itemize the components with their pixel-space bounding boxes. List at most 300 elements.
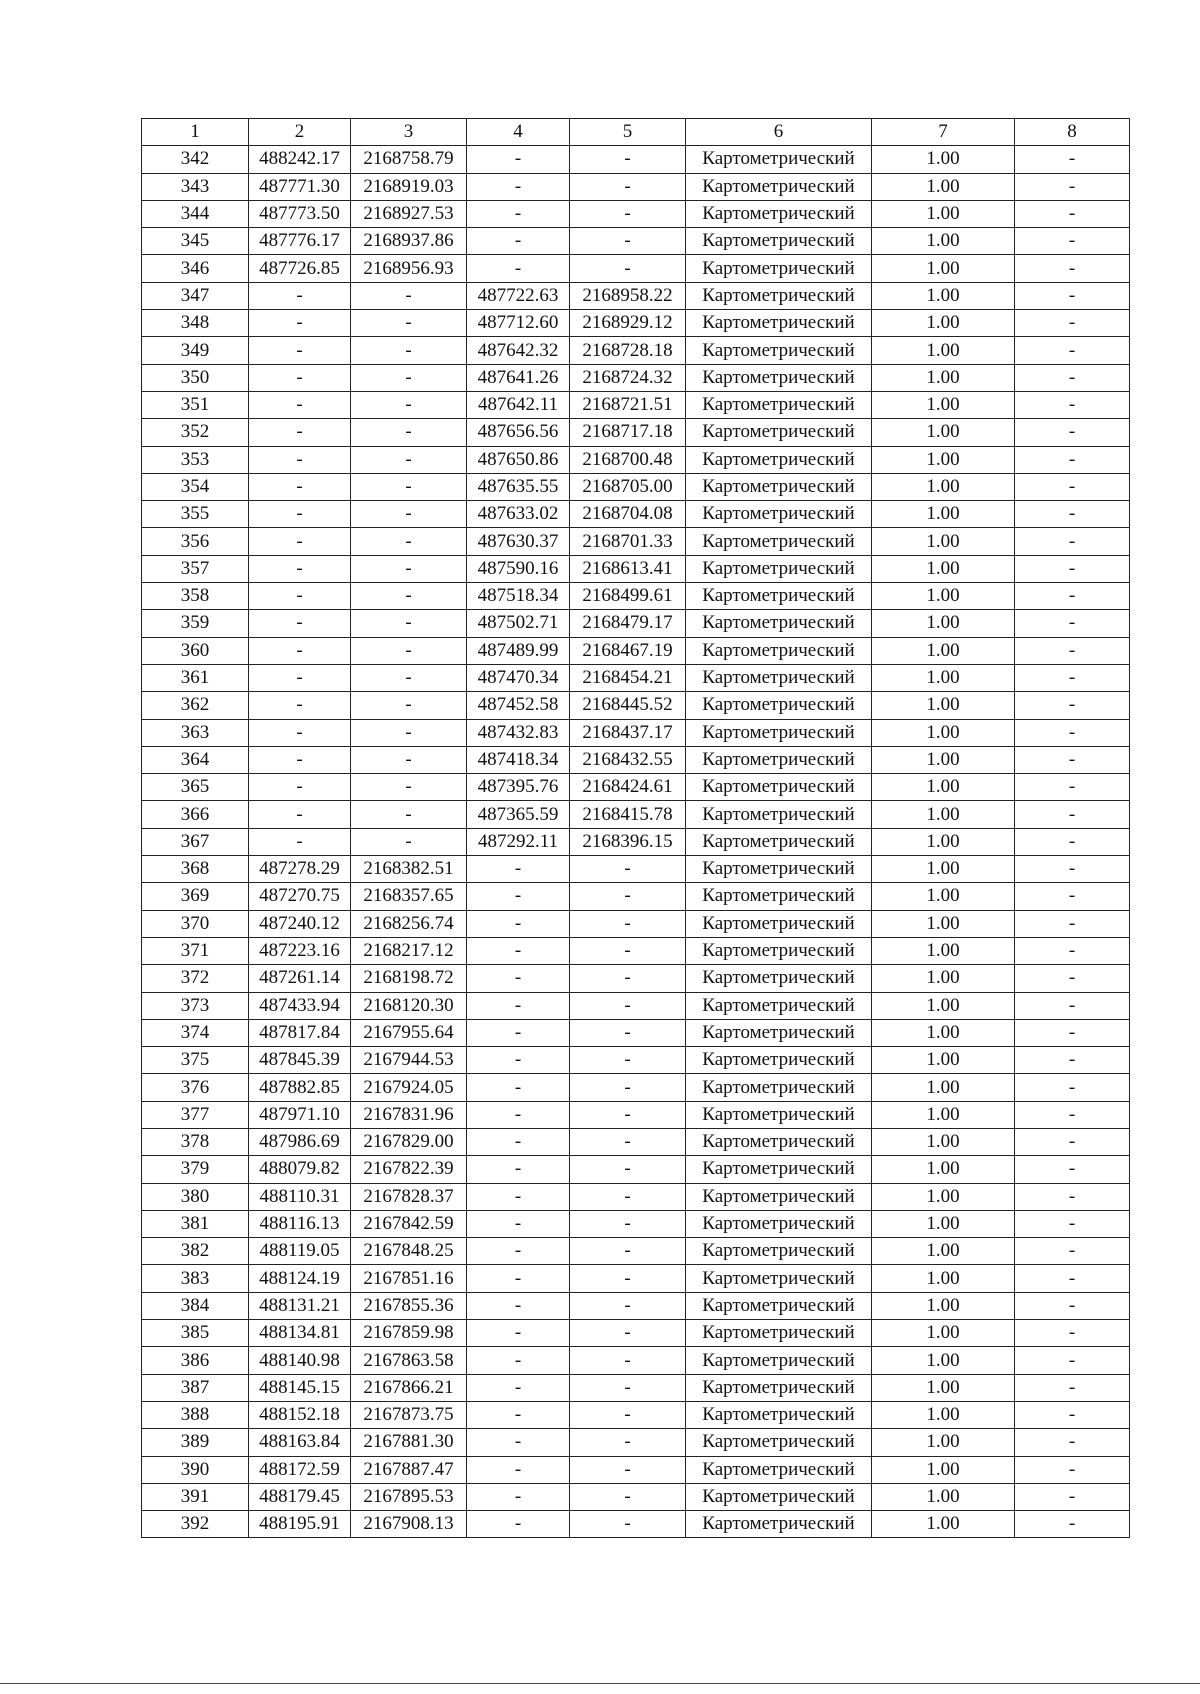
table-row bbox=[142, 828, 1130, 855]
accuracy-cell: 1.00 bbox=[872, 1320, 1015, 1347]
point-number-cell: 347 bbox=[142, 282, 249, 309]
description-cell: - bbox=[1015, 1456, 1130, 1483]
point-number-cell: 364 bbox=[142, 746, 249, 773]
accuracy-cell: 1.00 bbox=[872, 992, 1015, 1019]
x-existing-cell: - bbox=[249, 692, 351, 719]
table-row bbox=[142, 856, 1130, 883]
description-cell: - bbox=[1015, 1101, 1130, 1128]
method-cell: Картометрический bbox=[686, 883, 872, 910]
x-new-cell: 487452.58 bbox=[467, 692, 570, 719]
description-cell: - bbox=[1015, 200, 1130, 227]
description-cell: - bbox=[1015, 692, 1130, 719]
y-existing-cell: 2167859.98 bbox=[351, 1320, 467, 1347]
y-existing-cell: 2167944.53 bbox=[351, 1047, 467, 1074]
accuracy-cell: 1.00 bbox=[872, 1292, 1015, 1319]
x-new-cell: - bbox=[467, 1156, 570, 1183]
method-cell: Картометрический bbox=[686, 446, 872, 473]
description-cell: - bbox=[1015, 1320, 1130, 1347]
x-existing-cell: 487817.84 bbox=[249, 1019, 351, 1046]
method-cell: Картометрический bbox=[686, 583, 872, 610]
method-cell: Картометрический bbox=[686, 419, 872, 446]
x-new-cell: - bbox=[467, 992, 570, 1019]
y-new-cell: - bbox=[570, 1483, 686, 1510]
x-new-cell: - bbox=[467, 965, 570, 992]
x-new-cell: - bbox=[467, 1292, 570, 1319]
y-new-cell: 2168724.32 bbox=[570, 364, 686, 391]
method-cell: Картометрический bbox=[686, 528, 872, 555]
x-existing-cell: - bbox=[249, 828, 351, 855]
page-bottom-rule bbox=[0, 1683, 1200, 1684]
x-existing-cell: - bbox=[249, 337, 351, 364]
x-new-cell: 487722.63 bbox=[467, 282, 570, 309]
x-existing-cell: - bbox=[249, 282, 351, 309]
x-new-cell: - bbox=[467, 1128, 570, 1155]
table-row bbox=[142, 664, 1130, 691]
y-existing-cell: 2167881.30 bbox=[351, 1429, 467, 1456]
y-new-cell: - bbox=[570, 1019, 686, 1046]
description-cell: - bbox=[1015, 1483, 1130, 1510]
y-existing-cell: 2167822.39 bbox=[351, 1156, 467, 1183]
accuracy-cell: 1.00 bbox=[872, 1019, 1015, 1046]
x-new-cell: 487395.76 bbox=[467, 774, 570, 801]
description-cell: - bbox=[1015, 1265, 1130, 1292]
y-existing-cell: 2168758.79 bbox=[351, 146, 467, 173]
y-existing-cell: 2168357.65 bbox=[351, 883, 467, 910]
y-new-cell: 2168424.61 bbox=[570, 774, 686, 801]
table-row bbox=[142, 883, 1130, 910]
x-new-cell: - bbox=[467, 1401, 570, 1428]
accuracy-cell: 1.00 bbox=[872, 719, 1015, 746]
description-cell: - bbox=[1015, 1047, 1130, 1074]
table-row bbox=[142, 910, 1130, 937]
description-cell: - bbox=[1015, 282, 1130, 309]
y-existing-cell: - bbox=[351, 555, 467, 582]
point-number-cell: 372 bbox=[142, 965, 249, 992]
y-existing-cell: - bbox=[351, 528, 467, 555]
y-new-cell: 2168445.52 bbox=[570, 692, 686, 719]
x-new-cell: - bbox=[467, 1210, 570, 1237]
x-new-cell: 487642.11 bbox=[467, 391, 570, 418]
method-cell: Картометрический bbox=[686, 255, 872, 282]
table-row bbox=[142, 1401, 1130, 1428]
table-row bbox=[142, 1429, 1130, 1456]
x-existing-cell: 487882.85 bbox=[249, 1074, 351, 1101]
method-cell: Картометрический bbox=[686, 1292, 872, 1319]
table-row bbox=[142, 419, 1130, 446]
method-cell: Картометрический bbox=[686, 828, 872, 855]
accuracy-cell: 1.00 bbox=[872, 883, 1015, 910]
point-number-cell: 349 bbox=[142, 337, 249, 364]
method-cell: Картометрический bbox=[686, 1401, 872, 1428]
x-existing-cell: - bbox=[249, 774, 351, 801]
point-number-cell: 387 bbox=[142, 1374, 249, 1401]
method-cell: Картометрический bbox=[686, 610, 872, 637]
x-new-cell: 487518.34 bbox=[467, 583, 570, 610]
description-cell: - bbox=[1015, 364, 1130, 391]
description-cell: - bbox=[1015, 1156, 1130, 1183]
x-existing-cell: 487971.10 bbox=[249, 1101, 351, 1128]
table-row bbox=[142, 1292, 1130, 1319]
y-new-cell: - bbox=[570, 1128, 686, 1155]
x-existing-cell: 488163.84 bbox=[249, 1429, 351, 1456]
accuracy-cell: 1.00 bbox=[872, 1347, 1015, 1374]
accuracy-cell: 1.00 bbox=[872, 200, 1015, 227]
point-number-cell: 365 bbox=[142, 774, 249, 801]
x-new-cell: 487635.55 bbox=[467, 473, 570, 500]
point-number-cell: 388 bbox=[142, 1401, 249, 1428]
table-row bbox=[142, 1156, 1130, 1183]
point-number-cell: 381 bbox=[142, 1210, 249, 1237]
method-cell: Картометрический bbox=[686, 965, 872, 992]
accuracy-cell: 1.00 bbox=[872, 637, 1015, 664]
table-header-row bbox=[142, 119, 1130, 146]
method-cell: Картометрический bbox=[686, 501, 872, 528]
method-cell: Картометрический bbox=[686, 719, 872, 746]
accuracy-cell: 1.00 bbox=[872, 255, 1015, 282]
point-number-cell: 391 bbox=[142, 1483, 249, 1510]
point-number-cell: 345 bbox=[142, 228, 249, 255]
accuracy-cell: 1.00 bbox=[872, 228, 1015, 255]
y-existing-cell: 2167866.21 bbox=[351, 1374, 467, 1401]
y-existing-cell: - bbox=[351, 391, 467, 418]
table-row bbox=[142, 1456, 1130, 1483]
header-cell-7: 7 bbox=[872, 119, 1015, 146]
x-existing-cell: 488131.21 bbox=[249, 1292, 351, 1319]
description-cell: - bbox=[1015, 719, 1130, 746]
accuracy-cell: 1.00 bbox=[872, 1456, 1015, 1483]
table-row bbox=[142, 637, 1130, 664]
table-row bbox=[142, 1238, 1130, 1265]
table-row bbox=[142, 692, 1130, 719]
y-new-cell: - bbox=[570, 228, 686, 255]
y-new-cell: - bbox=[570, 1374, 686, 1401]
y-existing-cell: 2168919.03 bbox=[351, 173, 467, 200]
x-new-cell: 487292.11 bbox=[467, 828, 570, 855]
header-cell-8: 8 bbox=[1015, 119, 1130, 146]
accuracy-cell: 1.00 bbox=[872, 1265, 1015, 1292]
x-existing-cell: - bbox=[249, 583, 351, 610]
accuracy-cell: 1.00 bbox=[872, 856, 1015, 883]
y-new-cell: - bbox=[570, 1101, 686, 1128]
x-existing-cell: - bbox=[249, 310, 351, 337]
y-existing-cell: - bbox=[351, 446, 467, 473]
point-number-cell: 375 bbox=[142, 1047, 249, 1074]
x-existing-cell: - bbox=[249, 719, 351, 746]
description-cell: - bbox=[1015, 1183, 1130, 1210]
y-new-cell: 2168705.00 bbox=[570, 473, 686, 500]
method-cell: Картометрический bbox=[686, 1347, 872, 1374]
y-new-cell: - bbox=[570, 1511, 686, 1538]
method-cell: Картометрический bbox=[686, 200, 872, 227]
table-row bbox=[142, 992, 1130, 1019]
x-existing-cell: 487240.12 bbox=[249, 910, 351, 937]
method-cell: Картометрический bbox=[686, 146, 872, 173]
description-cell: - bbox=[1015, 937, 1130, 964]
y-existing-cell: - bbox=[351, 610, 467, 637]
accuracy-cell: 1.00 bbox=[872, 1429, 1015, 1456]
description-cell: - bbox=[1015, 1019, 1130, 1046]
x-new-cell: - bbox=[467, 856, 570, 883]
y-existing-cell: 2167848.25 bbox=[351, 1238, 467, 1265]
method-cell: Картометрический bbox=[686, 1238, 872, 1265]
accuracy-cell: 1.00 bbox=[872, 1374, 1015, 1401]
y-existing-cell: - bbox=[351, 664, 467, 691]
x-new-cell: - bbox=[467, 1347, 570, 1374]
method-cell: Картометрический bbox=[686, 555, 872, 582]
accuracy-cell: 1.00 bbox=[872, 1511, 1015, 1538]
point-number-cell: 392 bbox=[142, 1511, 249, 1538]
point-number-cell: 348 bbox=[142, 310, 249, 337]
y-existing-cell: - bbox=[351, 719, 467, 746]
accuracy-cell: 1.00 bbox=[872, 1128, 1015, 1155]
y-existing-cell: 2167828.37 bbox=[351, 1183, 467, 1210]
method-cell: Картометрический bbox=[686, 1047, 872, 1074]
x-new-cell: - bbox=[467, 1238, 570, 1265]
table-row bbox=[142, 610, 1130, 637]
y-existing-cell: 2168927.53 bbox=[351, 200, 467, 227]
accuracy-cell: 1.00 bbox=[872, 173, 1015, 200]
table-row bbox=[142, 801, 1130, 828]
table-row bbox=[142, 310, 1130, 337]
y-new-cell: - bbox=[570, 910, 686, 937]
x-new-cell: 487630.37 bbox=[467, 528, 570, 555]
table-row bbox=[142, 1511, 1130, 1538]
point-number-cell: 366 bbox=[142, 801, 249, 828]
x-new-cell: - bbox=[467, 1101, 570, 1128]
x-existing-cell: 488079.82 bbox=[249, 1156, 351, 1183]
point-number-cell: 358 bbox=[142, 583, 249, 610]
description-cell: - bbox=[1015, 664, 1130, 691]
table-row bbox=[142, 473, 1130, 500]
x-existing-cell: 487278.29 bbox=[249, 856, 351, 883]
y-new-cell: - bbox=[570, 937, 686, 964]
point-number-cell: 359 bbox=[142, 610, 249, 637]
y-existing-cell: 2168120.30 bbox=[351, 992, 467, 1019]
y-new-cell: - bbox=[570, 1320, 686, 1347]
point-number-cell: 346 bbox=[142, 255, 249, 282]
y-existing-cell: 2168256.74 bbox=[351, 910, 467, 937]
y-new-cell: - bbox=[570, 992, 686, 1019]
x-existing-cell: 487726.85 bbox=[249, 255, 351, 282]
x-existing-cell: - bbox=[249, 528, 351, 555]
x-existing-cell: - bbox=[249, 637, 351, 664]
y-new-cell: 2168701.33 bbox=[570, 528, 686, 555]
x-new-cell: - bbox=[467, 1047, 570, 1074]
description-cell: - bbox=[1015, 173, 1130, 200]
method-cell: Картометрический bbox=[686, 910, 872, 937]
y-new-cell: - bbox=[570, 1347, 686, 1374]
method-cell: Картометрический bbox=[686, 992, 872, 1019]
x-new-cell: - bbox=[467, 1265, 570, 1292]
y-new-cell: 2168728.18 bbox=[570, 337, 686, 364]
table-row bbox=[142, 173, 1130, 200]
y-existing-cell: 2167851.16 bbox=[351, 1265, 467, 1292]
method-cell: Картометрический bbox=[686, 1019, 872, 1046]
x-existing-cell: 487773.50 bbox=[249, 200, 351, 227]
table-row bbox=[142, 965, 1130, 992]
x-new-cell: 487650.86 bbox=[467, 446, 570, 473]
y-existing-cell: 2167955.64 bbox=[351, 1019, 467, 1046]
y-new-cell: - bbox=[570, 883, 686, 910]
accuracy-cell: 1.00 bbox=[872, 828, 1015, 855]
x-new-cell: - bbox=[467, 1483, 570, 1510]
accuracy-cell: 1.00 bbox=[872, 746, 1015, 773]
x-existing-cell: 487223.16 bbox=[249, 937, 351, 964]
table-row bbox=[142, 1047, 1130, 1074]
table-row bbox=[142, 391, 1130, 418]
y-existing-cell: - bbox=[351, 774, 467, 801]
table-row bbox=[142, 1019, 1130, 1046]
description-cell: - bbox=[1015, 1210, 1130, 1237]
point-number-cell: 350 bbox=[142, 364, 249, 391]
x-existing-cell: - bbox=[249, 746, 351, 773]
table-row bbox=[142, 364, 1130, 391]
accuracy-cell: 1.00 bbox=[872, 337, 1015, 364]
method-cell: Картометрический bbox=[686, 692, 872, 719]
method-cell: Картометрический bbox=[686, 856, 872, 883]
y-new-cell: - bbox=[570, 1047, 686, 1074]
method-cell: Картометрический bbox=[686, 637, 872, 664]
table-row bbox=[142, 228, 1130, 255]
description-cell: - bbox=[1015, 801, 1130, 828]
point-number-cell: 356 bbox=[142, 528, 249, 555]
x-new-cell: - bbox=[467, 1429, 570, 1456]
description-cell: - bbox=[1015, 1238, 1130, 1265]
y-existing-cell: 2168956.93 bbox=[351, 255, 467, 282]
description-cell: - bbox=[1015, 583, 1130, 610]
method-cell: Картометрический bbox=[686, 1210, 872, 1237]
point-number-cell: 360 bbox=[142, 637, 249, 664]
y-new-cell: - bbox=[570, 146, 686, 173]
description-cell: - bbox=[1015, 146, 1130, 173]
table-body bbox=[142, 146, 1130, 1538]
accuracy-cell: 1.00 bbox=[872, 528, 1015, 555]
y-existing-cell: - bbox=[351, 746, 467, 773]
x-new-cell: - bbox=[467, 173, 570, 200]
y-new-cell: 2168467.19 bbox=[570, 637, 686, 664]
x-existing-cell: - bbox=[249, 364, 351, 391]
description-cell: - bbox=[1015, 1374, 1130, 1401]
x-new-cell: - bbox=[467, 1320, 570, 1347]
y-new-cell: - bbox=[570, 1456, 686, 1483]
header-cell-1: 1 bbox=[142, 119, 249, 146]
point-number-cell: 361 bbox=[142, 664, 249, 691]
description-cell: - bbox=[1015, 528, 1130, 555]
accuracy-cell: 1.00 bbox=[872, 1074, 1015, 1101]
table-row bbox=[142, 528, 1130, 555]
y-existing-cell: 2167863.58 bbox=[351, 1347, 467, 1374]
description-cell: - bbox=[1015, 965, 1130, 992]
point-number-cell: 383 bbox=[142, 1265, 249, 1292]
point-number-cell: 385 bbox=[142, 1320, 249, 1347]
table-row bbox=[142, 255, 1130, 282]
method-cell: Картометрический bbox=[686, 664, 872, 691]
y-new-cell: - bbox=[570, 1238, 686, 1265]
method-cell: Картометрический bbox=[686, 801, 872, 828]
y-new-cell: - bbox=[570, 1183, 686, 1210]
point-number-cell: 351 bbox=[142, 391, 249, 418]
accuracy-cell: 1.00 bbox=[872, 664, 1015, 691]
description-cell: - bbox=[1015, 1074, 1130, 1101]
accuracy-cell: 1.00 bbox=[872, 610, 1015, 637]
x-existing-cell: - bbox=[249, 419, 351, 446]
method-cell: Картометрический bbox=[686, 1265, 872, 1292]
point-number-cell: 371 bbox=[142, 937, 249, 964]
description-cell: - bbox=[1015, 473, 1130, 500]
method-cell: Картометрический bbox=[686, 1511, 872, 1538]
x-existing-cell: 488179.45 bbox=[249, 1483, 351, 1510]
method-cell: Картометрический bbox=[686, 228, 872, 255]
y-new-cell: - bbox=[570, 1265, 686, 1292]
description-cell: - bbox=[1015, 419, 1130, 446]
table-row bbox=[142, 1320, 1130, 1347]
accuracy-cell: 1.00 bbox=[872, 146, 1015, 173]
method-cell: Картометрический bbox=[686, 1183, 872, 1210]
y-existing-cell: - bbox=[351, 473, 467, 500]
method-cell: Картометрический bbox=[686, 937, 872, 964]
method-cell: Картометрический bbox=[686, 1156, 872, 1183]
x-new-cell: - bbox=[467, 228, 570, 255]
accuracy-cell: 1.00 bbox=[872, 391, 1015, 418]
method-cell: Картометрический bbox=[686, 1456, 872, 1483]
x-new-cell: 487642.32 bbox=[467, 337, 570, 364]
table-row bbox=[142, 1128, 1130, 1155]
point-number-cell: 382 bbox=[142, 1238, 249, 1265]
y-existing-cell: 2167924.05 bbox=[351, 1074, 467, 1101]
y-existing-cell: 2167887.47 bbox=[351, 1456, 467, 1483]
accuracy-cell: 1.00 bbox=[872, 364, 1015, 391]
y-existing-cell: - bbox=[351, 828, 467, 855]
accuracy-cell: 1.00 bbox=[872, 282, 1015, 309]
method-cell: Картометрический bbox=[686, 310, 872, 337]
point-number-cell: 363 bbox=[142, 719, 249, 746]
table-row bbox=[142, 501, 1130, 528]
accuracy-cell: 1.00 bbox=[872, 1183, 1015, 1210]
accuracy-cell: 1.00 bbox=[872, 1156, 1015, 1183]
accuracy-cell: 1.00 bbox=[872, 1101, 1015, 1128]
y-new-cell: 2168721.51 bbox=[570, 391, 686, 418]
method-cell: Картометрический bbox=[686, 746, 872, 773]
x-new-cell: 487432.83 bbox=[467, 719, 570, 746]
point-number-cell: 367 bbox=[142, 828, 249, 855]
description-cell: - bbox=[1015, 856, 1130, 883]
table-row bbox=[142, 446, 1130, 473]
accuracy-cell: 1.00 bbox=[872, 501, 1015, 528]
y-existing-cell: 2167842.59 bbox=[351, 1210, 467, 1237]
x-new-cell: 487712.60 bbox=[467, 310, 570, 337]
table-row bbox=[142, 200, 1130, 227]
y-new-cell: 2168613.41 bbox=[570, 555, 686, 582]
y-new-cell: - bbox=[570, 856, 686, 883]
table-row bbox=[142, 937, 1130, 964]
accuracy-cell: 1.00 bbox=[872, 1210, 1015, 1237]
y-new-cell: - bbox=[570, 1156, 686, 1183]
method-cell: Картометрический bbox=[686, 1374, 872, 1401]
method-cell: Картометрический bbox=[686, 1101, 872, 1128]
table-row bbox=[142, 719, 1130, 746]
description-cell: - bbox=[1015, 992, 1130, 1019]
table-row bbox=[142, 1101, 1130, 1128]
accuracy-cell: 1.00 bbox=[872, 473, 1015, 500]
method-cell: Картометрический bbox=[686, 282, 872, 309]
table-row bbox=[142, 774, 1130, 801]
y-new-cell: 2168437.17 bbox=[570, 719, 686, 746]
x-existing-cell: 488110.31 bbox=[249, 1183, 351, 1210]
point-number-cell: 369 bbox=[142, 883, 249, 910]
point-number-cell: 379 bbox=[142, 1156, 249, 1183]
table-row bbox=[142, 146, 1130, 173]
method-cell: Картометрический bbox=[686, 1429, 872, 1456]
